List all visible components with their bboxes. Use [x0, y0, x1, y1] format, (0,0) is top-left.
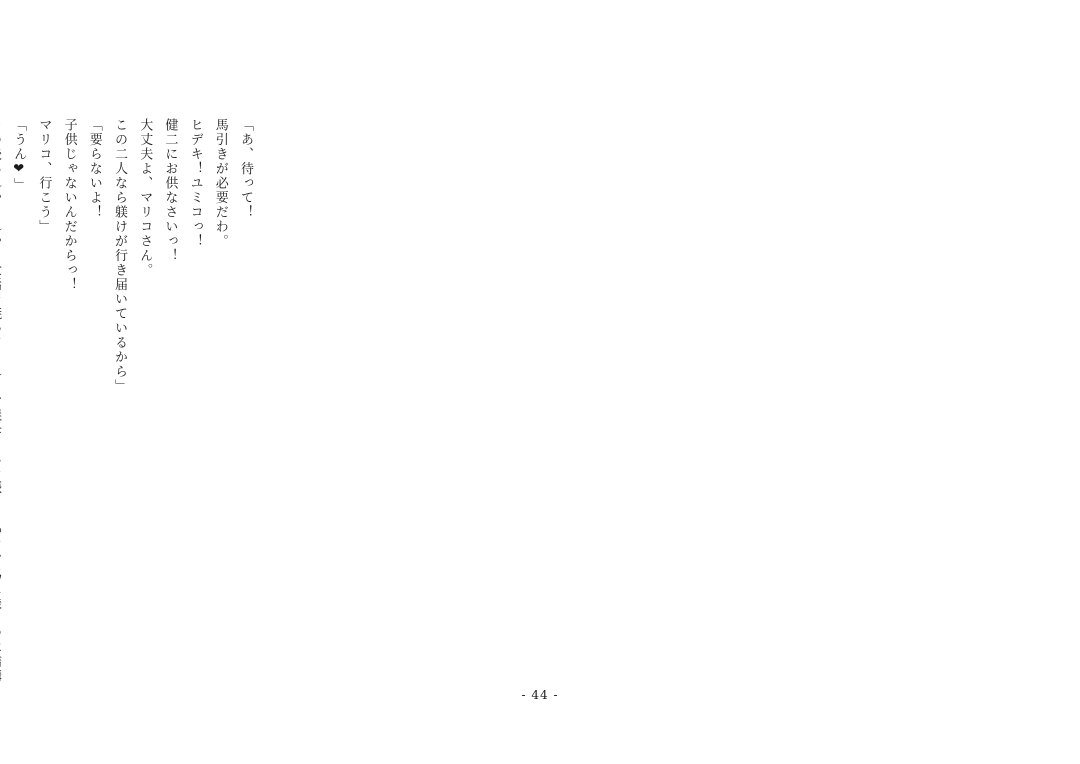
text-line: 馬引きが必要だわ。 [212, 118, 228, 249]
text-line: 子供じゃないんだからっ！ [61, 118, 77, 292]
page-number: - 44 - [521, 688, 559, 702]
text-line: 健二にお供なさいっ！ [162, 118, 178, 263]
text-line: 「あ、待って！ [238, 118, 253, 220]
text-line: ヒデキ！ユミコっ！ [187, 118, 203, 249]
text-line: 大丈夫よ、マリコさん。 [137, 118, 153, 278]
text-line: この二人なら躾けが行き届いているから」 [111, 118, 127, 394]
vertical-text-block [0, 118, 258, 678]
text-line [0, 118, 6, 678]
text-line: マリコ、行こう」 [36, 118, 52, 234]
text-line: 「要らないよ！ [86, 118, 102, 220]
text-line: 「うん❤」 [11, 118, 27, 193]
